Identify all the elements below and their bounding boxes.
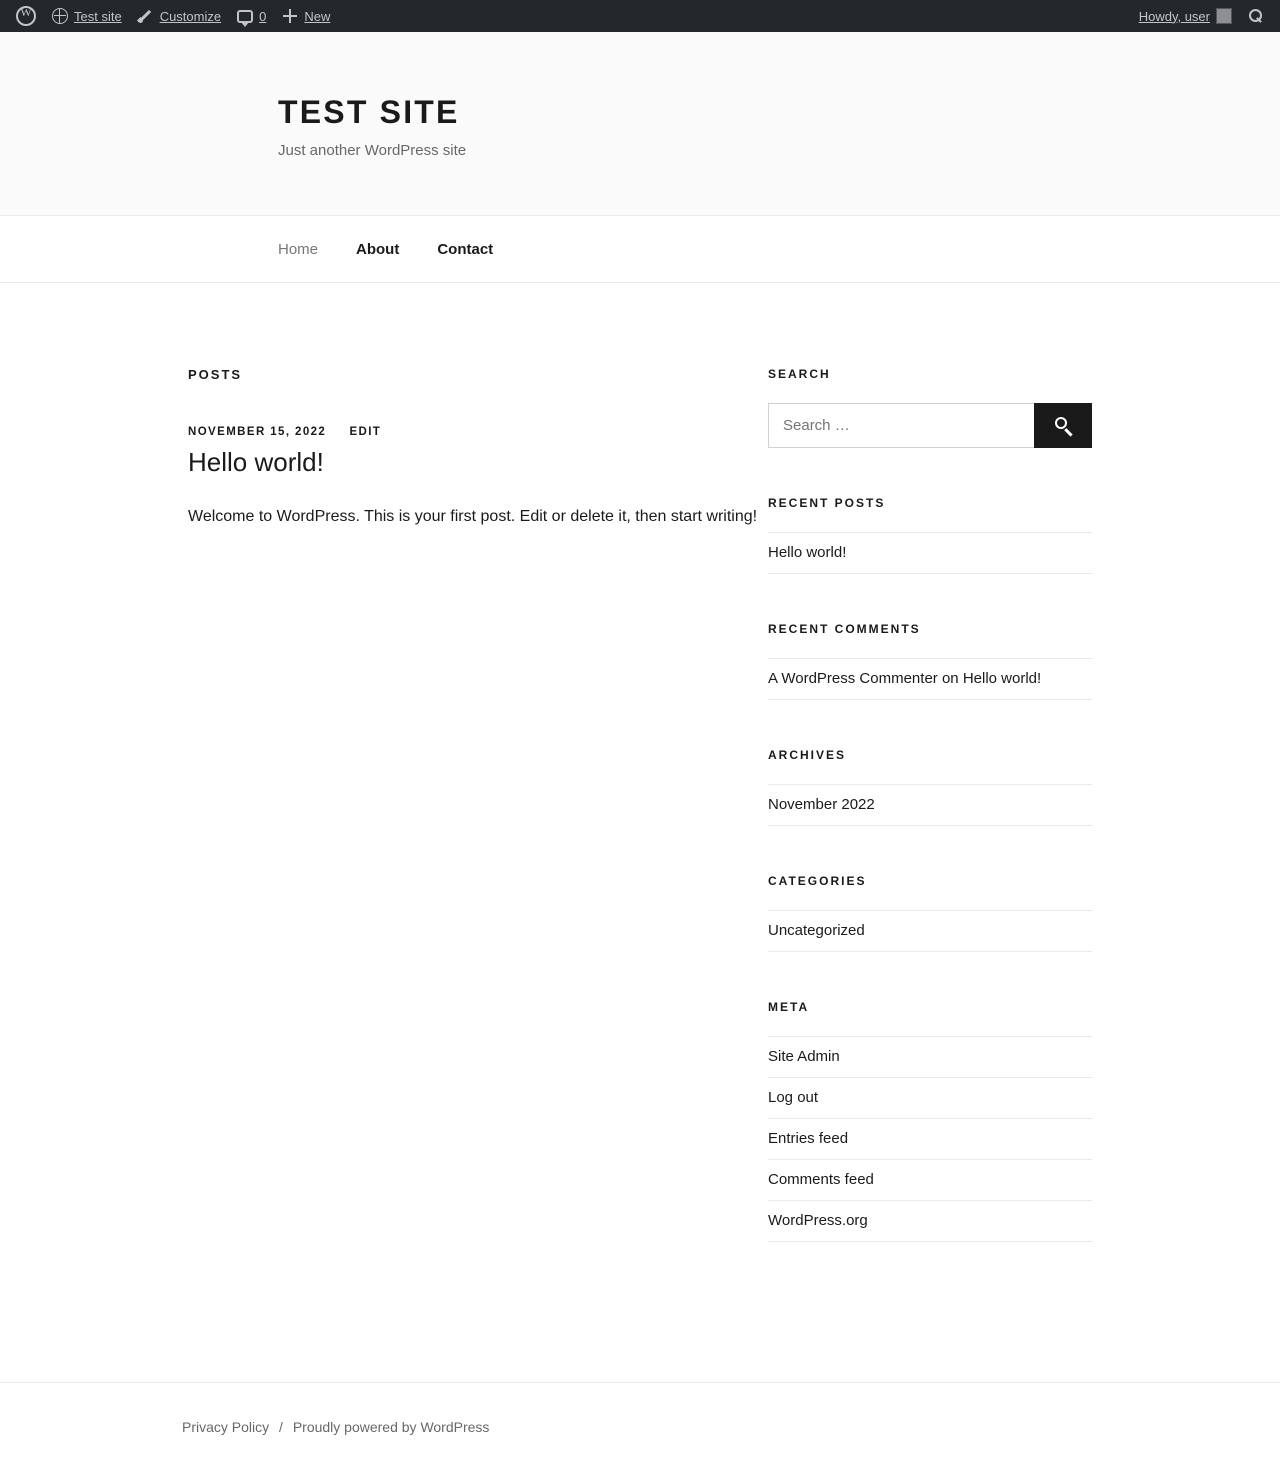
widget-meta-title: META: [768, 1000, 810, 1014]
adminbar-site-name[interactable]: [44, 0, 130, 32]
comment-bubble-icon: [237, 10, 253, 23]
primary-navigation: [0, 216, 1280, 283]
adminbar-comments-count: 0: [259, 8, 267, 24]
search-icon: [1248, 8, 1264, 24]
adminbar-right-group: [1131, 0, 1272, 32]
nav-item-about[interactable]: About: [356, 240, 400, 258]
list-item: [768, 1201, 1092, 1242]
post-body-text: Welcome to WordPress. This is your first post. Edit or delete it, then start writing!: [188, 507, 758, 525]
categories-list: [768, 910, 1092, 952]
adminbar-new[interactable]: [274, 0, 338, 32]
adminbar-my-account[interactable]: [1131, 0, 1240, 32]
sidebar: [768, 367, 1092, 1290]
search-submit-button[interactable]: [1034, 403, 1092, 448]
nav-item-contact[interactable]: Contact: [437, 240, 494, 258]
list-item: [768, 658, 1092, 700]
post-article: [188, 426, 768, 529]
meta-link-log-out[interactable]: Log out: [768, 1089, 819, 1106]
page-title[interactable]: TEST SITE: [278, 94, 460, 130]
meta-link-wordpress-org[interactable]: WordPress.org: [768, 1212, 868, 1229]
archives-list: [768, 784, 1092, 826]
main-content: [188, 367, 768, 1290]
recent-post-link[interactable]: Hello world!: [768, 544, 847, 561]
widget-recent-comments-title: RECENT COMMENTS: [768, 622, 921, 636]
content-area: [0, 283, 1280, 1290]
widget-archives: [768, 748, 1092, 826]
adminbar-howdy-label: Howdy, user: [1138, 8, 1210, 24]
meta-list: [768, 1036, 1092, 1242]
archive-link-november-2022[interactable]: November 2022: [768, 796, 875, 813]
search-icon: [1055, 417, 1067, 429]
nav-item-home[interactable]: Home: [278, 240, 319, 258]
search-form: [768, 403, 1092, 448]
adminbar-site-name-label: Test site: [74, 8, 122, 24]
site-icon: [52, 8, 68, 24]
widget-recent-comments: [768, 622, 1092, 700]
wordpress-logo-icon: [16, 6, 36, 26]
brush-icon: [138, 8, 154, 24]
site-header: [0, 32, 1280, 216]
list-item: [768, 1036, 1092, 1078]
adminbar-customize[interactable]: [130, 0, 229, 32]
search-icon-handle: [1064, 428, 1072, 436]
list-item: [768, 910, 1092, 952]
site-footer: [0, 1382, 1280, 1475]
list-item: [768, 784, 1092, 826]
meta-link-comments-feed[interactable]: Comments feed: [768, 1171, 874, 1188]
post-title[interactable]: Hello world!: [188, 447, 324, 477]
widget-categories-title: CATEGORIES: [768, 874, 867, 888]
recent-comments-list: [768, 658, 1092, 700]
adminbar-customize-label: Customize: [159, 8, 222, 24]
widget-recent-posts-title: RECENT POSTS: [768, 496, 886, 510]
widget-search: [768, 367, 1092, 448]
adminbar-search-button[interactable]: [1240, 0, 1272, 32]
footer-credit-link[interactable]: Proudly powered by WordPress: [292, 1419, 490, 1435]
search-input[interactable]: [768, 403, 1034, 448]
admin-bar: [0, 0, 1280, 32]
adminbar-new-label: New: [304, 8, 331, 24]
meta-link-entries-feed[interactable]: Entries feed: [768, 1130, 849, 1147]
post-content: [188, 504, 768, 530]
adminbar-comments[interactable]: [229, 0, 274, 32]
avatar: [1216, 8, 1232, 24]
recent-posts-list: [768, 532, 1092, 574]
adminbar-wp-logo[interactable]: [8, 0, 44, 32]
comment-author: A WordPress Commenter: [768, 670, 938, 687]
footer-privacy-policy-link[interactable]: Privacy Policy: [182, 1419, 270, 1435]
post-meta: [188, 426, 768, 438]
list-item: [768, 1078, 1092, 1119]
widget-meta: [768, 1000, 1092, 1242]
post-date-link[interactable]: NOVEMBER 15, 2022: [188, 426, 327, 438]
meta-link-site-admin[interactable]: Site Admin: [768, 1048, 840, 1065]
site-description: Just another WordPress site: [278, 142, 467, 159]
posts-section-heading: POSTS: [188, 367, 243, 382]
category-link-uncategorized[interactable]: Uncategorized: [768, 922, 865, 939]
widget-recent-posts: [768, 496, 1092, 574]
comment-on-word: on: [941, 670, 959, 687]
plus-icon: [282, 8, 298, 24]
list-item: [768, 1160, 1092, 1201]
comment-post-link[interactable]: Hello world!: [962, 670, 1042, 687]
widget-categories: [768, 874, 1092, 952]
footer-separator: /: [279, 1419, 283, 1435]
widget-search-title: SEARCH: [768, 367, 831, 381]
list-item: [768, 532, 1092, 574]
list-item: [768, 1119, 1092, 1160]
widget-archives-title: ARCHIVES: [768, 748, 847, 762]
post-edit-link[interactable]: EDIT: [349, 426, 382, 438]
